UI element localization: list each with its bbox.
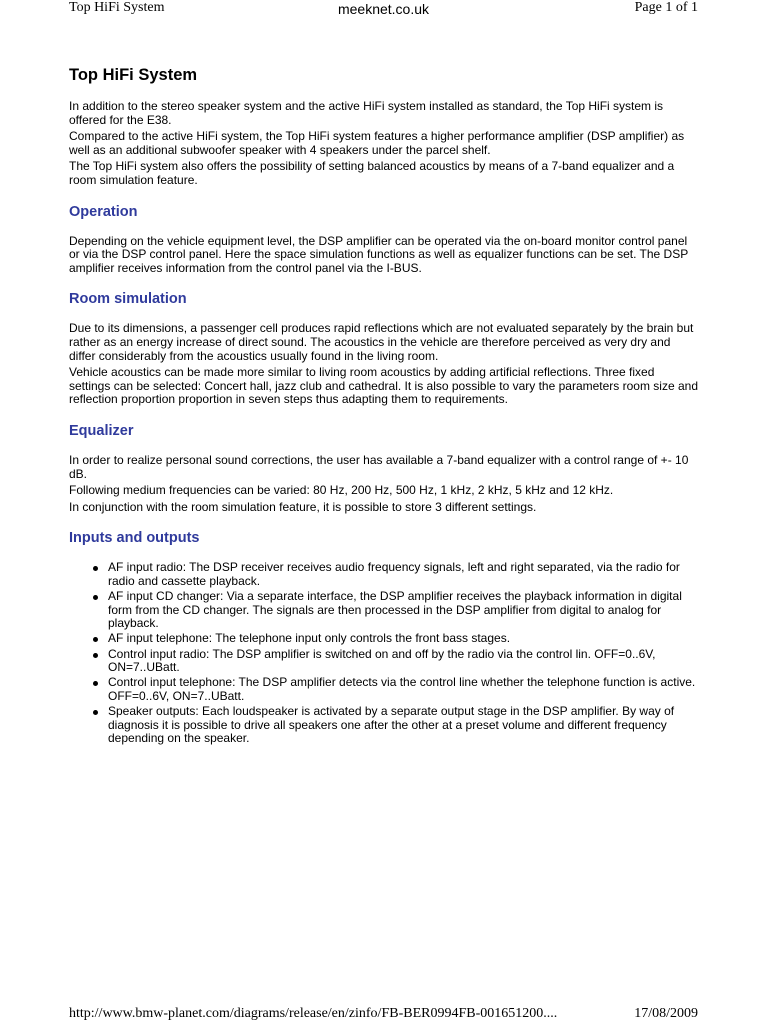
bullet-icon	[93, 637, 98, 642]
operation-heading: Operation	[69, 203, 138, 220]
intro-paragraph: In addition to the stereo speaker system and the active HiFi system installed as standard, the Top HiFi system is offered for the E38.	[69, 99, 664, 127]
list-item	[108, 676, 699, 703]
bullet-icon	[93, 710, 98, 715]
equalizer-heading: Equalizer	[69, 422, 134, 439]
list-item-text: Control input radio: The DSP amplifier is switched on and off by the radio via the control lin. OFF=0..6V, ON=7..UBatt.	[108, 646, 656, 675]
list-item	[108, 648, 699, 675]
room-simulation-heading: Room simulation	[69, 291, 187, 308]
list-item-text: AF input telephone: The telephone input only controls the front bass stages.	[108, 631, 511, 646]
header-page-count: Page 1 of 1	[634, 0, 698, 15]
bullet-icon	[93, 681, 98, 686]
document-title: Top HiFi System	[69, 66, 198, 84]
document-body	[69, 65, 699, 748]
list-item	[108, 561, 699, 588]
print-header	[69, 0, 698, 20]
intro-paragraph: Compared to the active HiFi system, the Top HiFi system features a higher performance amplifier (DSP amplifier) as well as an additional subwoofer speaker with 4 speakers under the parcel shelf.	[69, 129, 685, 157]
list-item-text: AF input CD changer: Via a separate interface, the DSP amplifier receives the playback information in digital form from the CD changer. The signals are then processed in the DSP amplifier from digital to analog for playback.	[108, 589, 682, 631]
bullet-icon	[93, 595, 98, 600]
list-item-text: Speaker outputs: Each loudspeaker is activated by a separate output stage in the DSP amplifier. By way of diagnosis it is possible to drive all speakers one after the other at a preset volume and different frequency depending on the speaker.	[108, 704, 675, 746]
intro-section	[69, 100, 699, 188]
room-simulation-section	[69, 290, 699, 407]
list-item-text: Control input telephone: The DSP amplifier detects via the control line whether the telephone function is active. OFF=0..6V, ON=7..UBatt.	[108, 675, 696, 703]
equalizer-section	[69, 422, 699, 514]
list-item	[108, 632, 699, 646]
footer-print-date: 17/08/2009	[634, 1006, 698, 1021]
equalizer-paragraph: Following medium frequencies can be varied: 80 Hz, 200 Hz, 500 Hz, 1 kHz, 2 kHz, 5 kHz and 12 kHz.	[69, 483, 614, 498]
operation-section	[69, 203, 699, 276]
footer-source-url: http://www.bmw-planet.com/diagrams/release/en/zinfo/FB-BER0994FB-001651200....	[69, 1006, 558, 1021]
list-item	[108, 590, 699, 631]
inputs-outputs-heading: Inputs and outputs	[69, 530, 200, 547]
print-footer	[69, 1006, 698, 1024]
equalizer-paragraph: In order to realize personal sound corrections, the user has available a 7-band equalizer with a control range of +- 10 dB.	[69, 452, 689, 481]
header-site-name: meeknet.co.uk	[337, 1, 430, 17]
list-item	[108, 705, 699, 746]
room-simulation-paragraph: Due to its dimensions, a passenger cell produces rapid reflections which are not evaluated separately by the brain but rather as an energy increase of direct sound. The acoustics in the vehicle are therefore perceived as very dry and differ considerably from the acoustics usually found in the living room.	[69, 321, 694, 363]
inputs-outputs-list	[69, 561, 699, 746]
equalizer-paragraph: In conjunction with the room simulation feature, it is possible to store 3 different settings.	[69, 499, 537, 514]
bullet-icon	[93, 566, 98, 571]
header-page-title: Top HiFi System	[69, 0, 165, 15]
list-item-text: AF input radio: The DSP receiver receives audio frequency signals, left and right separated, via the radio for radio and cassette playback.	[108, 560, 680, 588]
operation-paragraph: Depending on the vehicle equipment level, the DSP amplifier can be operated via the on-board monitor control panel or via the DSP control panel. Here the space simulation functions as well as equalizer functions can be set. The DSP amplifier receives information from the control panel via the I-BUS.	[69, 233, 689, 275]
bullet-icon	[93, 653, 98, 658]
inputs-outputs-section	[69, 529, 699, 746]
intro-paragraph: The Top HiFi system also offers the possibility of setting balanced acoustics by means of a 7-band equalizer and a room simulation feature.	[69, 159, 675, 187]
room-simulation-paragraph: Vehicle acoustics can be made more similar to living room acoustics by adding artificial reflections. Three fixed settings can be selected: Concert hall, jazz club and cathedral. It is also possible to vary the parameters room size and reflection proportion proportion in seven steps thus adapting them to requirements.	[69, 365, 698, 407]
